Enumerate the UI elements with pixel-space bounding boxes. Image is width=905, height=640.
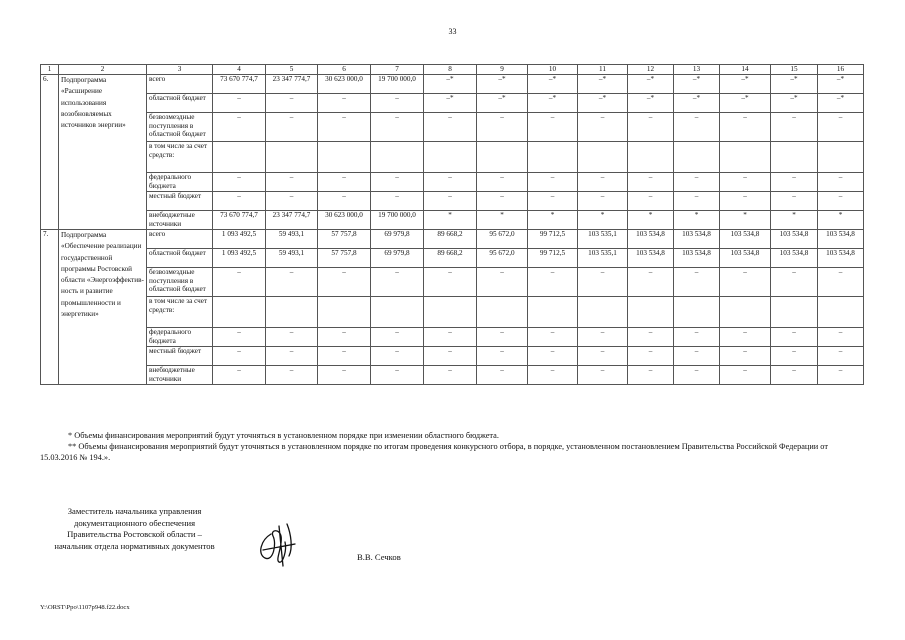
amount-cell: – [771, 173, 818, 192]
amount-cell [213, 297, 266, 328]
amount-cell [424, 142, 477, 173]
amount-cell: 103 534,8 [720, 249, 771, 268]
amount-cell: – [628, 347, 674, 366]
amount-cell: * [628, 211, 674, 230]
amount-cell: 57 757,8 [318, 230, 371, 249]
funding-source-label: областной бюджет [147, 249, 213, 268]
amount-cell: – [674, 268, 720, 297]
table-row [41, 249, 864, 268]
column-number: 1 [41, 65, 59, 75]
amount-cell: – [528, 366, 578, 385]
column-number: 5 [266, 65, 318, 75]
table-row [41, 142, 864, 173]
amount-cell [818, 297, 864, 328]
funding-source-label: в том числе за счет средств: [147, 297, 213, 328]
amount-cell: – [213, 328, 266, 347]
amount-cell: –* [771, 94, 818, 113]
program-title: Подпрограмма «Расширение использования возобновляемых источников энергии» [59, 75, 147, 230]
amount-cell: –* [528, 94, 578, 113]
amount-cell: 73 670 774,7 [213, 75, 266, 94]
amount-cell: – [266, 268, 318, 297]
table-row [41, 75, 864, 94]
amount-cell: – [674, 113, 720, 142]
footnote-1: * Объемы финансирования мероприятий будут уточняться в установленном порядке при изменении областного бюджета. [68, 431, 499, 440]
amount-cell: 23 347 774,7 [266, 211, 318, 230]
amount-cell: 103 534,8 [771, 230, 818, 249]
amount-cell [674, 297, 720, 328]
amount-cell: 103 534,8 [818, 249, 864, 268]
amount-cell [213, 142, 266, 173]
amount-cell: – [213, 366, 266, 385]
amount-cell: – [628, 192, 674, 211]
amount-cell: – [424, 113, 477, 142]
amount-cell: –* [477, 94, 528, 113]
financing-table [40, 64, 864, 385]
amount-cell: – [424, 192, 477, 211]
column-number: 7 [371, 65, 424, 75]
amount-cell: 103 534,8 [771, 249, 818, 268]
amount-cell: – [818, 173, 864, 192]
funding-source-label: всего [147, 75, 213, 94]
amount-cell: – [424, 347, 477, 366]
column-number: 6 [318, 65, 371, 75]
amount-cell: –* [771, 75, 818, 94]
program-number: 7. [41, 230, 59, 385]
amount-cell: 69 979,8 [371, 230, 424, 249]
amount-cell: * [720, 211, 771, 230]
amount-cell: –* [720, 75, 771, 94]
amount-cell: 99 712,5 [528, 230, 578, 249]
amount-cell: – [424, 268, 477, 297]
amount-cell: –* [424, 75, 477, 94]
amount-cell: – [818, 328, 864, 347]
amount-cell: – [720, 173, 771, 192]
amount-cell: 73 670 774,7 [213, 211, 266, 230]
amount-cell: –* [818, 75, 864, 94]
amount-cell: – [578, 113, 628, 142]
amount-cell: – [266, 328, 318, 347]
amount-cell: – [720, 268, 771, 297]
handwritten-signature [253, 520, 299, 570]
footnote-2: ** Объемы финансирования мероприятий будут уточняться в установленном порядке по итогам проведения конкурсного отбора, в порядке, установленном постановлением Правительства Российской Федерации от 15.03.2016 № 194.». [40, 442, 828, 462]
funding-source-label: внебюджетные источники [147, 211, 213, 230]
column-number-row [41, 65, 864, 75]
amount-cell: – [266, 366, 318, 385]
column-number: 3 [147, 65, 213, 75]
amount-cell: – [213, 268, 266, 297]
table-row [41, 268, 864, 297]
column-number: 14 [720, 65, 771, 75]
amount-cell: – [477, 192, 528, 211]
column-number: 10 [528, 65, 578, 75]
amount-cell: – [720, 366, 771, 385]
amount-cell: –* [720, 94, 771, 113]
amount-cell: –* [628, 75, 674, 94]
amount-cell: – [213, 94, 266, 113]
amount-cell: 59 493,1 [266, 249, 318, 268]
amount-cell: – [371, 173, 424, 192]
amount-cell: – [318, 328, 371, 347]
amount-cell: – [266, 94, 318, 113]
amount-cell: 1 093 492,5 [213, 249, 266, 268]
amount-cell: – [771, 113, 818, 142]
amount-cell: – [318, 94, 371, 113]
table-row [41, 113, 864, 142]
amount-cell: 103 534,8 [720, 230, 771, 249]
amount-cell: – [771, 328, 818, 347]
amount-cell: – [213, 192, 266, 211]
amount-cell: 59 493,1 [266, 230, 318, 249]
amount-cell: – [528, 347, 578, 366]
funding-source-label: областной бюджет [147, 94, 213, 113]
amount-cell: – [318, 173, 371, 192]
amount-cell: – [818, 113, 864, 142]
amount-cell: – [477, 328, 528, 347]
amount-cell: 19 700 000,0 [371, 75, 424, 94]
amount-cell: 1 093 492,5 [213, 230, 266, 249]
amount-cell: –* [578, 75, 628, 94]
amount-cell: 103 535,1 [578, 249, 628, 268]
table-row [41, 211, 864, 230]
amount-cell: – [771, 347, 818, 366]
amount-cell: – [674, 347, 720, 366]
funding-source-label: федерального бюджета [147, 173, 213, 192]
table-row [41, 173, 864, 192]
amount-cell: – [424, 328, 477, 347]
amount-cell: – [674, 366, 720, 385]
funding-source-label: местный бюджет [147, 347, 213, 366]
amount-cell: –* [818, 94, 864, 113]
amount-cell: – [318, 366, 371, 385]
amount-cell: – [674, 328, 720, 347]
amount-cell: – [477, 366, 528, 385]
amount-cell: – [674, 192, 720, 211]
amount-cell: 30 623 000,0 [318, 75, 371, 94]
amount-cell: 69 979,8 [371, 249, 424, 268]
amount-cell: – [578, 366, 628, 385]
amount-cell: – [371, 268, 424, 297]
amount-cell: –* [628, 94, 674, 113]
amount-cell: – [578, 268, 628, 297]
amount-cell: – [477, 173, 528, 192]
amount-cell [528, 142, 578, 173]
amount-cell: – [371, 347, 424, 366]
amount-cell: * [528, 211, 578, 230]
amount-cell: 103 535,1 [578, 230, 628, 249]
amount-cell: – [318, 268, 371, 297]
amount-cell: –* [477, 75, 528, 94]
program-number: 6. [41, 75, 59, 230]
column-number: 9 [477, 65, 528, 75]
amount-cell: – [720, 328, 771, 347]
amount-cell: – [818, 192, 864, 211]
amount-cell: – [720, 113, 771, 142]
amount-cell: – [266, 192, 318, 211]
amount-cell [818, 142, 864, 173]
amount-cell: – [477, 113, 528, 142]
amount-cell: – [371, 328, 424, 347]
amount-cell [771, 142, 818, 173]
amount-cell: – [528, 192, 578, 211]
amount-cell: –* [674, 75, 720, 94]
amount-cell [266, 297, 318, 328]
amount-cell: 89 668,2 [424, 249, 477, 268]
amount-cell: 99 712,5 [528, 249, 578, 268]
amount-cell: –* [578, 94, 628, 113]
amount-cell: – [213, 347, 266, 366]
amount-cell: – [371, 94, 424, 113]
amount-cell [628, 142, 674, 173]
amount-cell: – [371, 366, 424, 385]
amount-cell: – [266, 173, 318, 192]
column-number: 12 [628, 65, 674, 75]
table-row [41, 192, 864, 211]
table-row [41, 347, 864, 366]
amount-cell: – [771, 268, 818, 297]
signatory-name: В.В. Сечков [357, 552, 401, 562]
funding-source-label: в том числе за счет средств: [147, 142, 213, 173]
table-row [41, 366, 864, 385]
column-number: 4 [213, 65, 266, 75]
amount-cell: –* [674, 94, 720, 113]
amount-cell: – [371, 192, 424, 211]
amount-cell: – [628, 113, 674, 142]
amount-cell: – [628, 366, 674, 385]
amount-cell: – [578, 192, 628, 211]
amount-cell [477, 142, 528, 173]
amount-cell: 89 668,2 [424, 230, 477, 249]
amount-cell: – [578, 347, 628, 366]
amount-cell: – [578, 328, 628, 347]
amount-cell: 103 534,8 [628, 230, 674, 249]
amount-cell: – [213, 173, 266, 192]
amount-cell: 103 534,8 [674, 249, 720, 268]
funding-source-label: всего [147, 230, 213, 249]
amount-cell: 103 534,8 [628, 249, 674, 268]
amount-cell: 95 672,0 [477, 249, 528, 268]
amount-cell [578, 297, 628, 328]
amount-cell: 103 534,8 [674, 230, 720, 249]
amount-cell [318, 142, 371, 173]
funding-source-label: федерального бюджета [147, 328, 213, 347]
table-row [41, 328, 864, 347]
amount-cell: – [477, 268, 528, 297]
amount-cell: 95 672,0 [477, 230, 528, 249]
column-number: 15 [771, 65, 818, 75]
amount-cell [720, 142, 771, 173]
amount-cell: – [628, 268, 674, 297]
amount-cell [628, 297, 674, 328]
amount-cell: – [578, 173, 628, 192]
amount-cell: – [771, 192, 818, 211]
amount-cell: –* [424, 94, 477, 113]
amount-cell: – [628, 173, 674, 192]
funding-source-label: местный бюджет [147, 192, 213, 211]
amount-cell: – [424, 173, 477, 192]
amount-cell [528, 297, 578, 328]
amount-cell: – [528, 173, 578, 192]
column-number: 8 [424, 65, 477, 75]
amount-cell: – [628, 328, 674, 347]
program-title: Подпрограмма «Обеспечение реализации государственной программы Ростовской области «Энергоэффектив-ность и развитие промышленности и энергетики» [59, 230, 147, 385]
page-number: 33 [448, 27, 457, 36]
amount-cell: – [720, 192, 771, 211]
amount-cell: – [818, 268, 864, 297]
amount-cell: 103 534,8 [818, 230, 864, 249]
amount-cell: – [266, 347, 318, 366]
funding-source-label: внебюджетные источники [147, 366, 213, 385]
amount-cell [720, 297, 771, 328]
amount-cell [477, 297, 528, 328]
amount-cell [674, 142, 720, 173]
amount-cell: 23 347 774,7 [266, 75, 318, 94]
amount-cell: – [528, 328, 578, 347]
amount-cell: – [818, 366, 864, 385]
column-number: 2 [59, 65, 147, 75]
amount-cell: * [578, 211, 628, 230]
amount-cell: * [771, 211, 818, 230]
amount-cell: 19 700 000,0 [371, 211, 424, 230]
funding-source-label: безвозмездные поступления в областной бюджет [147, 268, 213, 297]
amount-cell: – [318, 347, 371, 366]
column-number: 13 [674, 65, 720, 75]
amount-cell: – [424, 366, 477, 385]
table-row [41, 297, 864, 328]
column-number: 16 [818, 65, 864, 75]
table-row [41, 94, 864, 113]
amount-cell [771, 297, 818, 328]
amount-cell: – [818, 347, 864, 366]
amount-cell [424, 297, 477, 328]
amount-cell [318, 297, 371, 328]
footnotes [40, 430, 863, 463]
amount-cell: – [528, 113, 578, 142]
amount-cell: – [771, 366, 818, 385]
amount-cell: * [818, 211, 864, 230]
amount-cell: * [477, 211, 528, 230]
file-path: Y:\ORST\Ppo\1107p948.f22.docx [40, 604, 130, 611]
amount-cell: – [266, 113, 318, 142]
amount-cell: 30 623 000,0 [318, 211, 371, 230]
amount-cell [371, 142, 424, 173]
amount-cell: – [477, 347, 528, 366]
amount-cell: –* [528, 75, 578, 94]
amount-cell: – [371, 113, 424, 142]
amount-cell: – [318, 192, 371, 211]
table-row [41, 230, 864, 249]
amount-cell: – [213, 113, 266, 142]
amount-cell [266, 142, 318, 173]
amount-cell: 57 757,8 [318, 249, 371, 268]
amount-cell: – [674, 173, 720, 192]
amount-cell: * [424, 211, 477, 230]
amount-cell: – [318, 113, 371, 142]
signatory-position: Заместитель начальника управления документационного обеспечения Правительства Ростовской области – начальник отдела нормативных документов [54, 506, 215, 551]
amount-cell [578, 142, 628, 173]
funding-source-label: безвозмездные поступления в областной бюджет [147, 113, 213, 142]
column-number: 11 [578, 65, 628, 75]
amount-cell: * [674, 211, 720, 230]
amount-cell: – [528, 268, 578, 297]
amount-cell [371, 297, 424, 328]
amount-cell: – [720, 347, 771, 366]
